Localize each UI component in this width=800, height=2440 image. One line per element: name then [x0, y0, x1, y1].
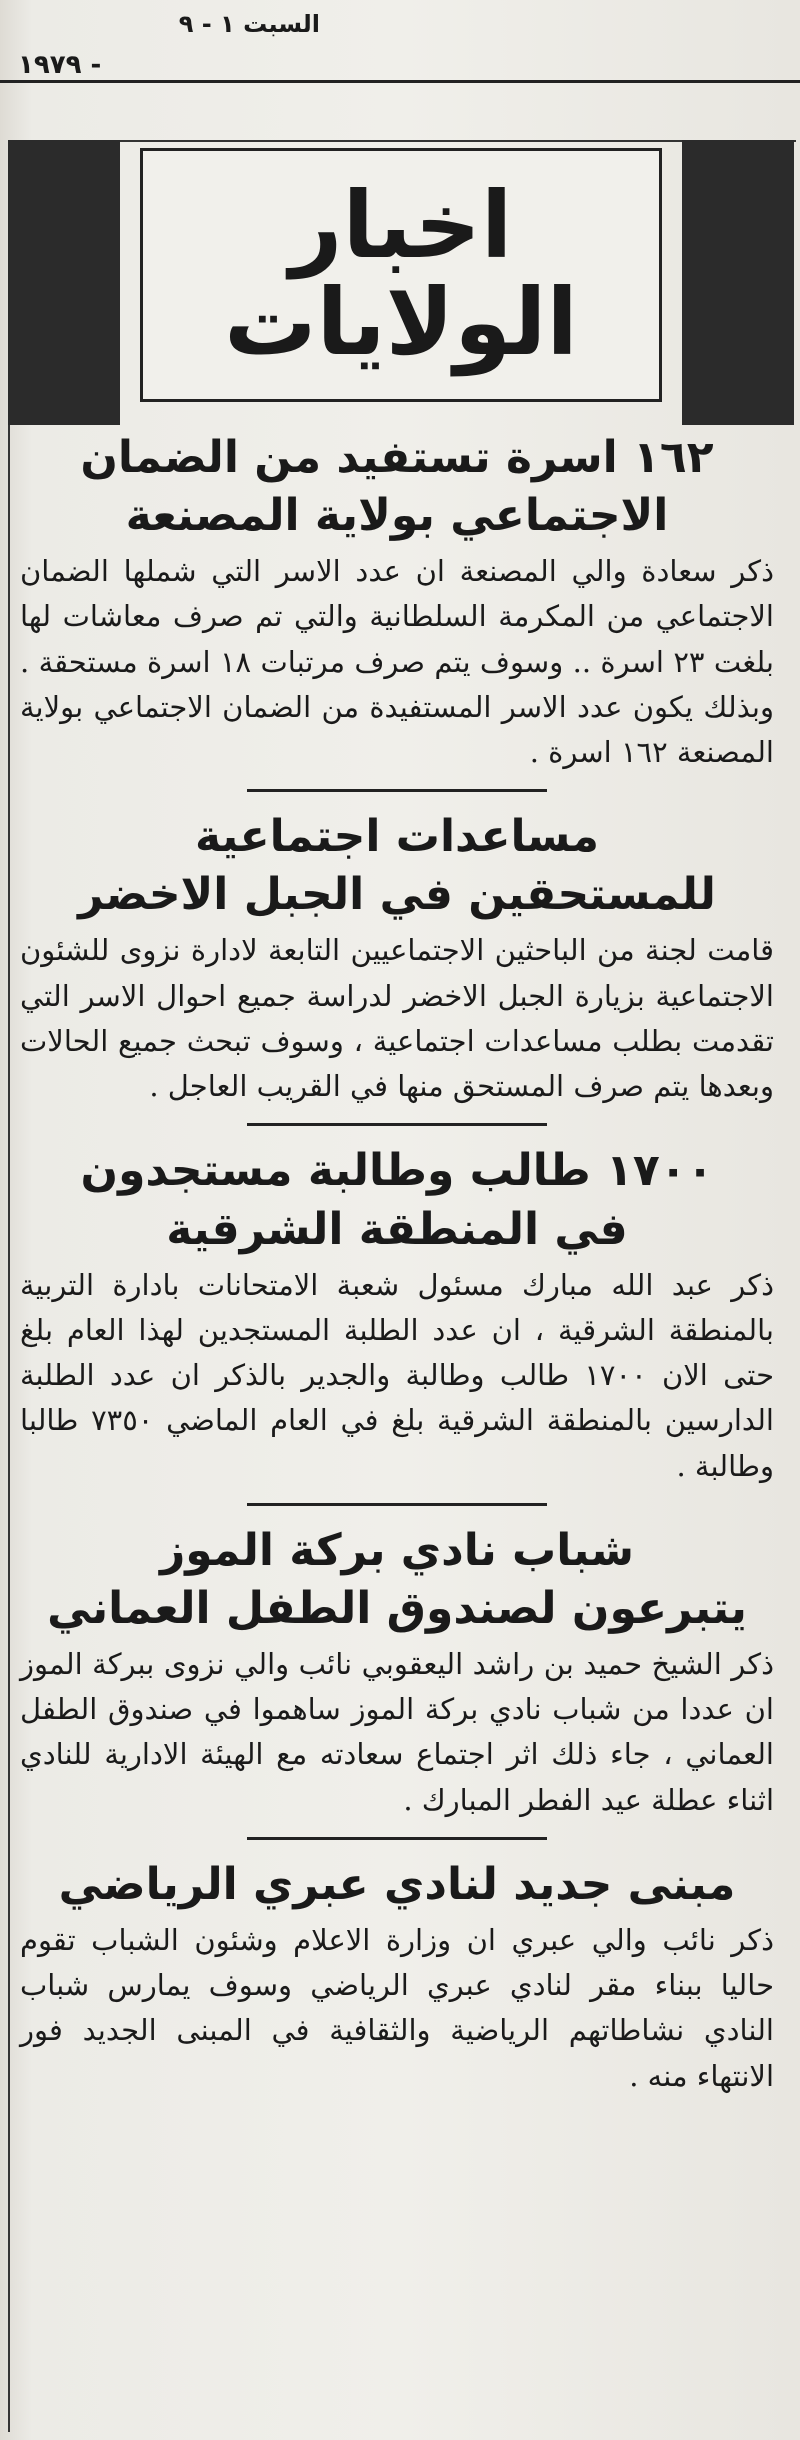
article-body: ذكر سعادة والي المصنعة ان عدد الاسر التي شملها الضمان الاجتماعي من المكرمة السلطانية والتي تم صرف معاشات لها بلغت ٢٣ اسرة .. وسوف يتم صرف مرتبات ١٨ اسرة مستحقة . وبذلك يكون عدد الاسر المستفيدة من الضمان الاجتماعي بولاية المصنعة ١٦٢ اسرة .	[20, 554, 774, 770]
masthead-title-line1: اخبار	[289, 172, 513, 280]
masthead-title-box	[140, 148, 662, 402]
header-day-date: السبت ١ - ٩	[178, 10, 320, 38]
article-separator	[247, 1837, 547, 1840]
page-header	[0, 0, 800, 88]
article-sharqiya-students	[14, 1142, 780, 1488]
headline-line1: مساعدات اجتماعية	[194, 811, 600, 863]
headline-line1: ١٧٠٠ طالب وطالبة مستجدون	[80, 1145, 714, 1197]
headline-line1: ١٦٢ اسرة تستفيد من الضمان	[80, 432, 714, 483]
masthead-title-line2: الولايات	[224, 269, 578, 376]
articles-column	[14, 425, 780, 2099]
article-separator	[247, 789, 547, 792]
masthead-shade-right	[682, 140, 794, 425]
article-body: ذكر نائب والي عبري ان وزارة الاعلام وشئون الشباب تقوم حاليا ببناء مقر لنادي عبري الرياضي وسوف يمارس شباب النادي نشاطاتهم الرياضية والثقافية في المبنى الجديد فور الانتهاء منه .	[20, 1922, 774, 2093]
article-body: ذكر عبد الله مبارك مسئول شعبة الامتحانات بادارة التربية بالمنطقة الشرقية ، ان عدد الطلبة المستجدين لهذا العام بلغ حتى الان ١٧٠٠ طالب وطالبة والجدير بالذكر ان عدد الطلبة الدارسين بالمنطقة الشرقية بلغ في العام الماضي ٧٣٥٠ طالبا وطالبة .	[20, 1267, 774, 1483]
headline-line2: للمستحقين في الجبل الاخضر	[78, 869, 716, 921]
article-birkat-al-mouz-club	[14, 1522, 780, 1823]
headline-line2: في المنطقة الشرقية	[166, 1203, 628, 1255]
article-headline	[14, 1522, 780, 1638]
article-jebel-akhdar-aid	[14, 808, 780, 1109]
article-separator	[247, 1123, 547, 1126]
header-rule	[0, 80, 800, 83]
header-year: ١٩٧٩ -	[18, 50, 102, 80]
article-headline	[14, 1856, 780, 1914]
article-headline	[14, 1142, 780, 1258]
article-ibri-club-building	[14, 1856, 780, 2099]
headline-line2: يتبرعون لصندوق الطفل العماني	[47, 1582, 747, 1634]
headline-line1: شباب نادي بركة الموز	[159, 1524, 635, 1576]
article-headline	[14, 808, 780, 924]
article-body: قامت لجنة من الباحثين الاجتماعيين التابعة لادارة نزوى للشئون الاجتماعية بزيارة الجبل الاخضر لدراسة جميع احوال الاسر التي تقدمت بطلب مساعدات اجتماعية ، وسوف تبحث جميع الحالات وبعدها يتم صرف المستحق منها في القريب العاجل .	[20, 933, 774, 1104]
article-body: ذكر الشيخ حميد بن راشد اليعقوبي نائب والي نزوى ببركة الموز ان عددا من شباب نادي بركة الموز ساهموا في صندوق الطفل العماني ، جاء ذلك اثر اجتماع سعادته مع الهيئة الادارية للنادي اثناء عطلة عيد الفطر المبارك .	[20, 1646, 774, 1817]
section-masthead	[8, 140, 794, 425]
headline-line2: الاجتماعي بولاية المصنعة	[125, 490, 669, 542]
headline-line1: مبنى جديد لنادي عبري الرياضي	[58, 1858, 736, 1910]
masthead-shade-left	[8, 140, 120, 425]
article-masnaa-social-security	[14, 429, 780, 775]
article-separator	[247, 1503, 547, 1506]
article-headline	[14, 429, 780, 545]
